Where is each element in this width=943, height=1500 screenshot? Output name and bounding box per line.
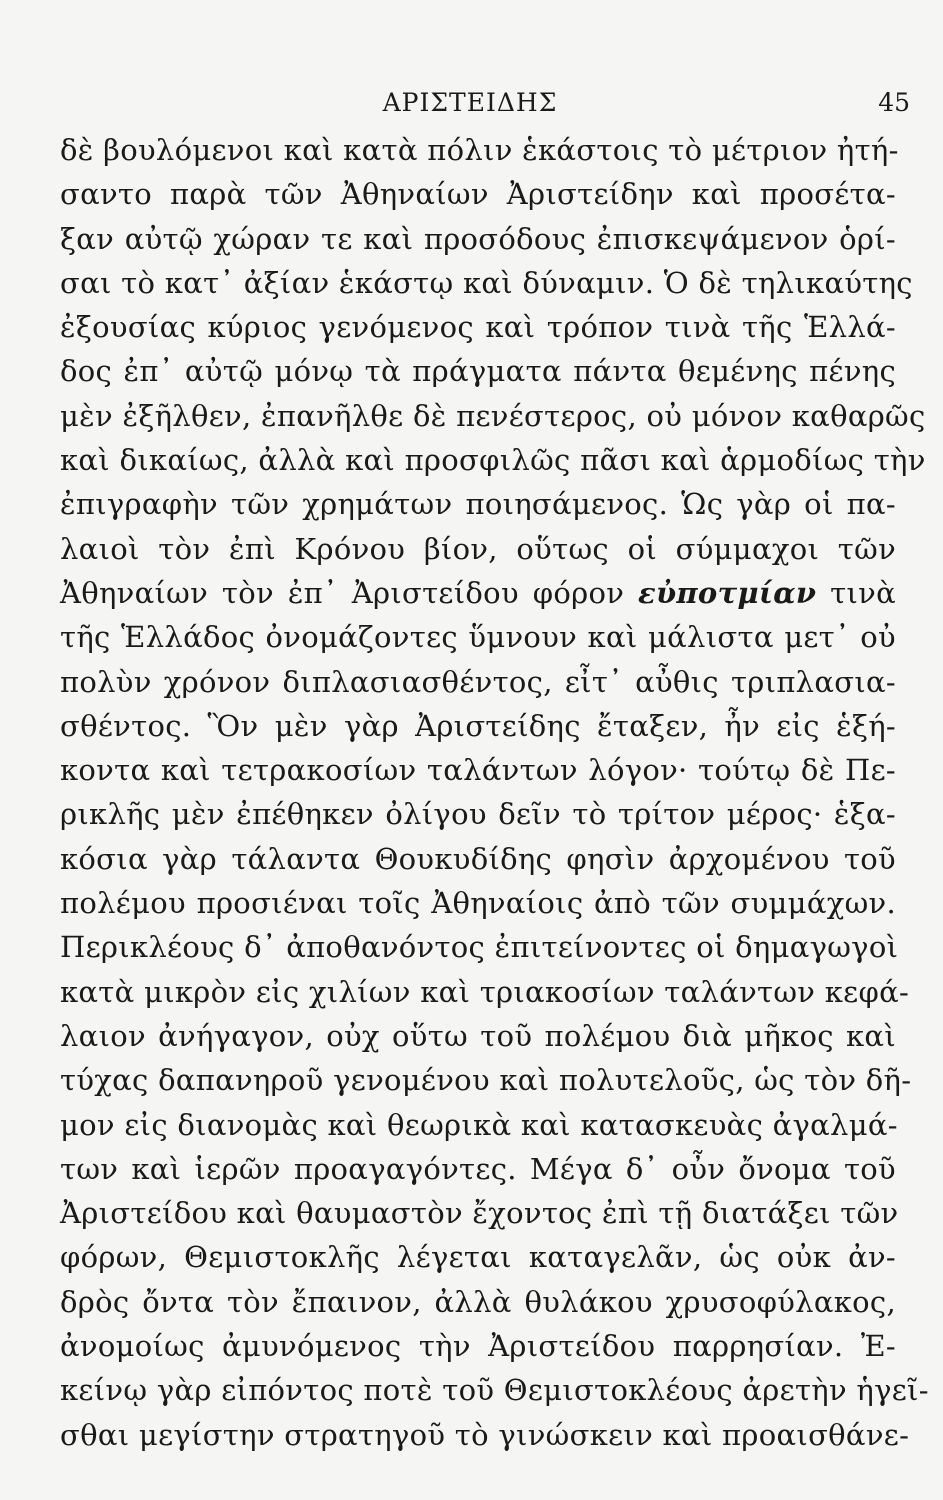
page-header: [60, 88, 920, 128]
text-line: λαιοὶ τὸν ἐπὶ Κρόνου βίον, οὕτως οἱ σύμμαχοι τῶν: [60, 531, 896, 566]
text-line: σαντο παρὰ τῶν Ἀθηναίων Ἀριστείδην καὶ προσέτα-: [60, 177, 896, 212]
line-end: τινὰ: [830, 575, 896, 610]
line-start: Ἀθηναίων τὸν ἐπ᾽ Ἀριστείδου φόρον: [60, 575, 625, 610]
text-line: των καὶ ἱερῶν προαγαγόντες. Μέγα δ᾽ οὖν ὄνομα τοῦ: [60, 1151, 896, 1186]
text-line: ξαν αὐτῷ χώραν τε καὶ προσόδους ἐπισκεψάμενον ὁρί-: [60, 221, 896, 256]
running-title: ΑΡΙΣΤΕΙΔΗΣ: [382, 88, 558, 117]
text-line: σθαι μεγίστην στρατηγοῦ τὸ γινώσκειν καὶ προαισθάνε-: [60, 1417, 910, 1452]
text-line: σαι τὸ κατ᾽ ἀξίαν ἑκάστῳ καὶ δύναμιν. Ὁ δὲ τηλικαύτης: [60, 265, 913, 300]
text-line: πολέμου προσιέναι τοῖς Ἀθηναίοις ἀπὸ τῶν συμμάχων.: [60, 886, 896, 921]
text-line: Περικλέους δ᾽ ἀποθανόντος ἐπιτείνοντες οἱ δημαγωγοὶ: [60, 930, 899, 965]
text-line: κόσια γὰρ τάλαντα Θουκυδίδης φησὶν ἀρχομένου τοῦ: [60, 841, 896, 876]
page-number: 45: [878, 88, 910, 117]
text-line: ἐπιγραφὴν τῶν χρημάτων ποιησάμενος. Ὡς γὰρ οἱ πα-: [60, 487, 896, 522]
text-line: ἐξουσίας κύριος γενόμενος καὶ τρόπον τινὰ τῆς Ἑλλά-: [60, 310, 896, 345]
body-text: [60, 128, 929, 1457]
text-line: τύχας δαπανηροῦ γενομένου καὶ πολυτελοῦς, ὡς τὸν δῆ-: [60, 1063, 912, 1098]
text-line: καὶ δικαίως, ἀλλὰ καὶ προσφιλῶς πᾶσι καὶ ἁρμοδίως τὴν: [60, 443, 926, 478]
text-line: Ἀριστείδου καὶ θαυμαστὸν ἔχοντος ἐπὶ τῇ διατάξει τῶν: [60, 1196, 899, 1231]
text-line: μον εἰς διανομὰς καὶ θεωρικὰ καὶ κατασκευὰς ἀγαλμά-: [60, 1107, 898, 1142]
text-line: κοντα καὶ τετρακοσίων ταλάντων λόγον· τούτῳ δὲ Πε-: [60, 753, 896, 788]
text-line: μὲν ἐξῆλθεν, ἐπανῆλθε δὲ πενέστερος, οὐ μόνον καθαρῶς: [60, 398, 926, 433]
text-line: κατὰ μικρὸν εἰς χιλίων καὶ τριακοσίων ταλάντων κεφά-: [60, 974, 910, 1009]
text-line: πολὺν χρόνον διπλασιασθέντος, εἶτ᾽ αὖθις τριπλασια-: [60, 664, 896, 699]
emphasized-word: εὐποτμίαν: [638, 575, 817, 610]
text-line: σθέντος. Ὃν μὲν γὰρ Ἀριστείδης ἔταξεν, ἦν εἰς ἑξή-: [60, 708, 896, 743]
text-line: ρικλῆς μὲν ἐπέθηκεν ὀλίγου δεῖν τὸ τρίτον μέρος· ἑξα-: [60, 797, 896, 832]
text-line: δὲ βουλόμενοι καὶ κατὰ πόλιν ἑκάστοις τὸ μέτριον ἠτή-: [60, 133, 899, 167]
text-line: λαιον ἀνήγαγον, οὐχ οὕτω τοῦ πολέμου διὰ μῆκος καὶ: [60, 1018, 896, 1053]
text-line: ἀνομοίως ἀμυνόμενος τὴν Ἀριστείδου παρρησίαν. Ἐ-: [60, 1329, 896, 1364]
text-line: δος ἐπ᾽ αὐτῷ μόνῳ τὰ πράγματα πάντα θεμένης πένης: [60, 354, 896, 389]
text-line: κείνῳ γὰρ εἰπόντος ποτὲ τοῦ Θεμιστοκλέους ἀρετὴν ἡγεῖ-: [60, 1373, 929, 1408]
text-line-with-emphasis: [60, 571, 896, 615]
text-line: τῆς Ἑλλάδος ὀνομάζοντες ὕμνουν καὶ μάλιστα μετ᾽ οὐ: [60, 620, 896, 655]
text-line: φόρων, Θεμιστοκλῆς λέγεται καταγελᾶν, ὡς οὐκ ἀν-: [60, 1240, 896, 1275]
text-line: δρὸς ὄντα τὸν ἔπαινον, ἀλλὰ θυλάκου χρυσοφύλακος,: [60, 1284, 896, 1319]
